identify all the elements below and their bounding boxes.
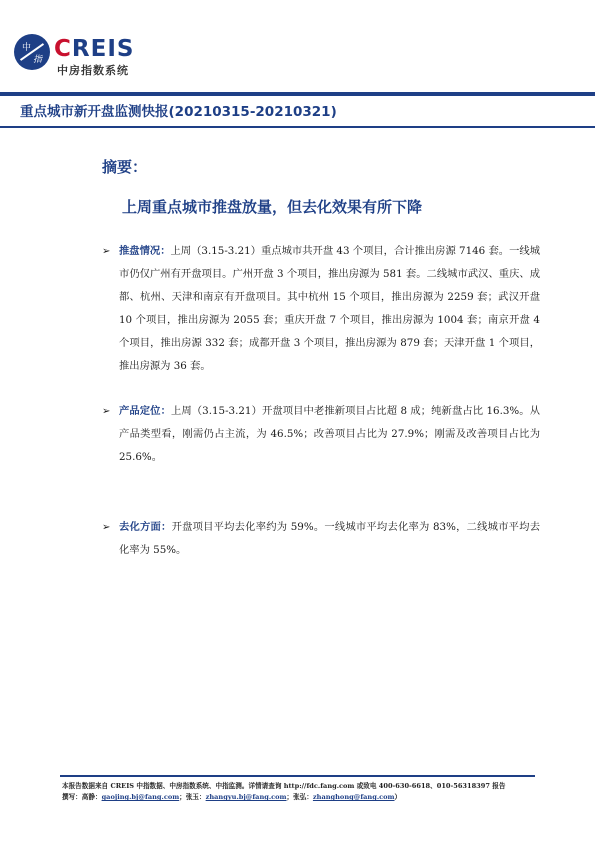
header-title-rule [0, 126, 595, 128]
bullet-text: 开盘项目平均去化率约为 59%。一线城市平均去化率为 83%，二线城市平均去化率为 55%。 [119, 521, 540, 556]
logo-char-top: 中 [22, 43, 32, 53]
bullet-supply [102, 240, 540, 378]
brand-letter-c: C [54, 36, 72, 62]
arrow-bullet-icon: ➢ [102, 246, 111, 257]
bullet-text: 上周（3.15-3.21）开盘项目中老推新项目占比超 8 成；纯新盘占比 16.3%。从产品类型看，刚需仍占主流，为 46.5%；改善项目占比为 27.9%；刚需及改善项目占比为 25.6%。 [119, 405, 540, 463]
brand-letters-reis: REIS [71, 36, 135, 62]
report-title: 重点城市新开盘监测快报(20210315-20210321) [20, 104, 337, 120]
bullet-absorption [102, 516, 540, 562]
footer-separator: ；张玉： [179, 793, 206, 801]
bullet-label: 产品定位： [119, 405, 171, 417]
summary-headline: 上周重点城市推盘放量，但去化效果有所下降 [122, 198, 423, 216]
arrow-bullet-icon: ➢ [102, 522, 111, 533]
bullet-text: 上周（3.15-3.21）重点城市共开盘 43 个项目，合计推出房源 7146 套。一线城市仍仅广州有开盘项目。广州开盘 3 个项目，推出房源为 581 套。二线城市武汉、重庆、成都、杭州、天津和南京有开盘项目。其中杭州 15 个项目，推出房源为 2259 套；武汉开盘 10 个项目，推出房源为 2055 套；重庆开盘 7 个项目，推出房源为 1004 套；南京开盘 4 个项目，推出房源 332 套；成都开盘 3 个项目，推出房源为 879 套；天津开盘 1 个项目，推出房源为 36 套。 [119, 245, 541, 372]
bullet-label: 推盘情况： [119, 245, 171, 257]
footer-suffix: ） [394, 793, 402, 801]
author-email-link[interactable]: gaojing.bj@fang.com [101, 793, 180, 801]
author-email-link[interactable]: zhangyu.bj@fang.com [205, 793, 287, 801]
footer-separator: ；张弘： [286, 793, 313, 801]
page-header [0, 0, 595, 130]
author-email-link[interactable]: zhanghong@fang.com [312, 793, 395, 801]
bullet-product [102, 400, 540, 469]
footer-authors-line [62, 792, 537, 803]
footer-source-line: 本报告数据来自 CREIS 中指数据、中房指数系统、中指监测。详情请查询 http://fdc.fang.com 或致电 400-630-6618、010-56318397 报告 [62, 782, 506, 790]
creis-logo-emblem-icon [14, 34, 50, 70]
page-footer [62, 781, 537, 803]
brand-logo-text [54, 38, 134, 61]
summary-label: 摘要： [102, 158, 148, 176]
arrow-bullet-icon: ➢ [102, 406, 111, 417]
footer-author-prefix: 撰写：高静： [62, 793, 102, 801]
bullet-label: 去化方面： [119, 521, 172, 533]
footer-rule [60, 775, 535, 777]
brand-subtitle: 中房指数系统 [57, 64, 129, 77]
header-top-rule [0, 92, 595, 96]
logo-char-bottom: 指 [33, 55, 43, 65]
